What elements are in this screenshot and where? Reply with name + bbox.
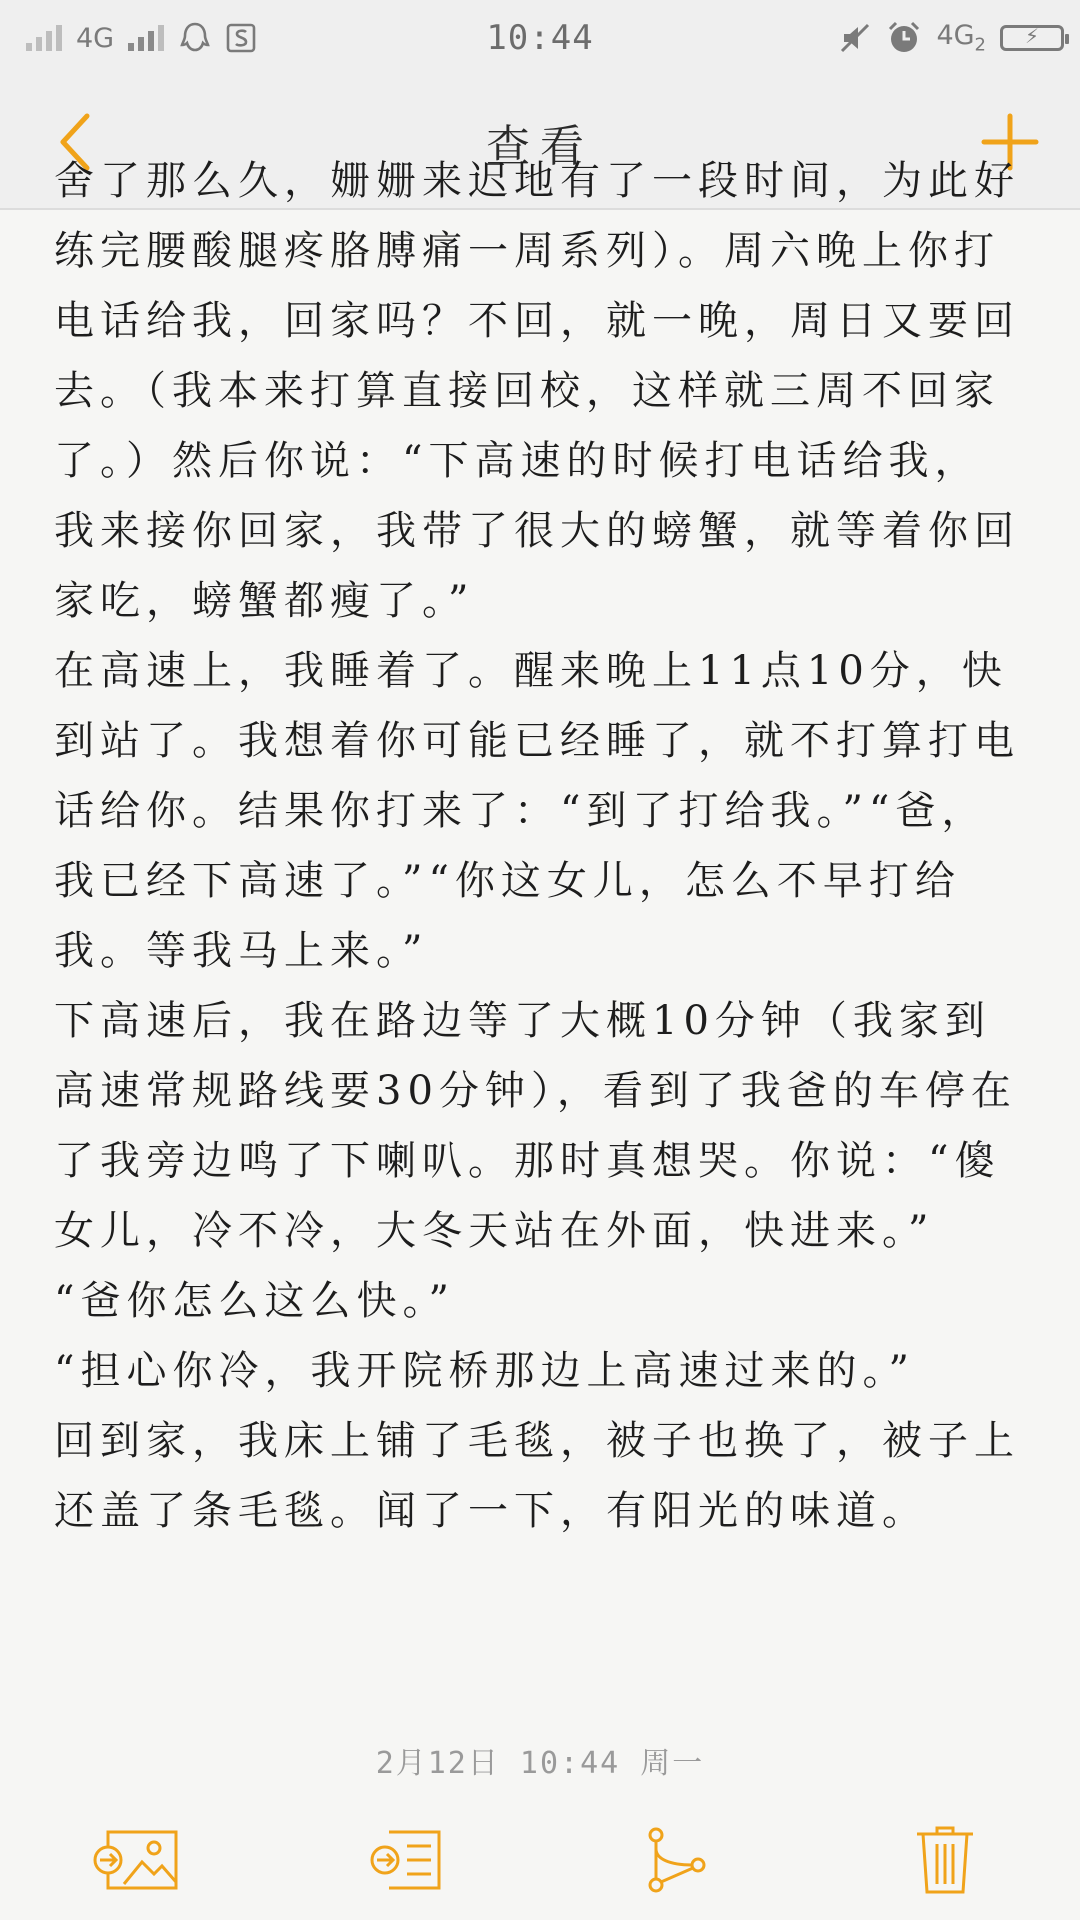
- insert-list-button[interactable]: [345, 1815, 465, 1905]
- insert-image-icon: [90, 1828, 180, 1892]
- battery-charging-icon: ⚡: [1000, 25, 1064, 51]
- note-paragraph: “爸你怎么这么快。”: [54, 1278, 455, 1324]
- note-paragraph: 下高速后，我在路边等了大概10分钟（我家到高速常规路线要30分钟），看到了我爸的车停在了我旁边鸣了下喇叭。那时真想哭。你说：“傻女儿，冷不冷，大冬天站在外面，快进来。”: [54, 998, 1017, 1254]
- share-button[interactable]: [615, 1815, 735, 1905]
- note-paragraph: 练完腰酸腿疼胳膊痛一周系列）。周六晚上你打电话给我，回家吗？不回，就一晚，周日又要回去。（我本来打算直接回校，这样就三周不回家了。）然后你说：“下高速的时候打电话给我，我来接你回家，我带了很大的螃蟹，就等着你回家吃，螃蟹都瘦了。”: [54, 228, 1020, 624]
- page-title: 查看: [486, 121, 594, 172]
- note-paragraph: “担心你冷，我开院桥那边上高速过来的。”: [54, 1348, 915, 1394]
- status-right: [838, 0, 1064, 76]
- insert-list-icon: [365, 1828, 445, 1892]
- alarm-icon: [886, 20, 922, 56]
- note-clipped-line: 舍了那么久，姗姗来迟地有了一段时间，为此好: [54, 158, 1020, 204]
- network-type-right: $4G_2$: [936, 20, 986, 56]
- bottom-toolbar: [0, 1800, 1080, 1920]
- network-type-left: 4G: [76, 22, 115, 54]
- note-content[interactable]: [54, 158, 1026, 1632]
- mute-icon: [838, 21, 872, 55]
- insert-image-button[interactable]: [75, 1815, 195, 1905]
- status-bar: [0, 0, 1080, 76]
- note-timestamp: 2月12日 10:44 周一: [375, 1746, 705, 1781]
- note-paragraph: 回到家，我床上铺了毛毯，被子也换了，被子上还盖了条毛毯。闻了一下，有阳光的味道。: [54, 1418, 1020, 1534]
- trash-icon: [915, 1824, 975, 1896]
- delete-button[interactable]: [885, 1815, 1005, 1905]
- share-icon: [640, 1825, 710, 1895]
- note-paragraph: 在高速上，我睡着了。醒来晚上11点10分，快到站了。我想着你可能已经睡了，就不打算打电话给你。结果你打来了：“到了打给我。”“爸，我已经下高速了。”“你这女儿，怎么不早打给我。等我马上来。”: [54, 648, 1020, 974]
- status-time: 10:44: [486, 18, 594, 58]
